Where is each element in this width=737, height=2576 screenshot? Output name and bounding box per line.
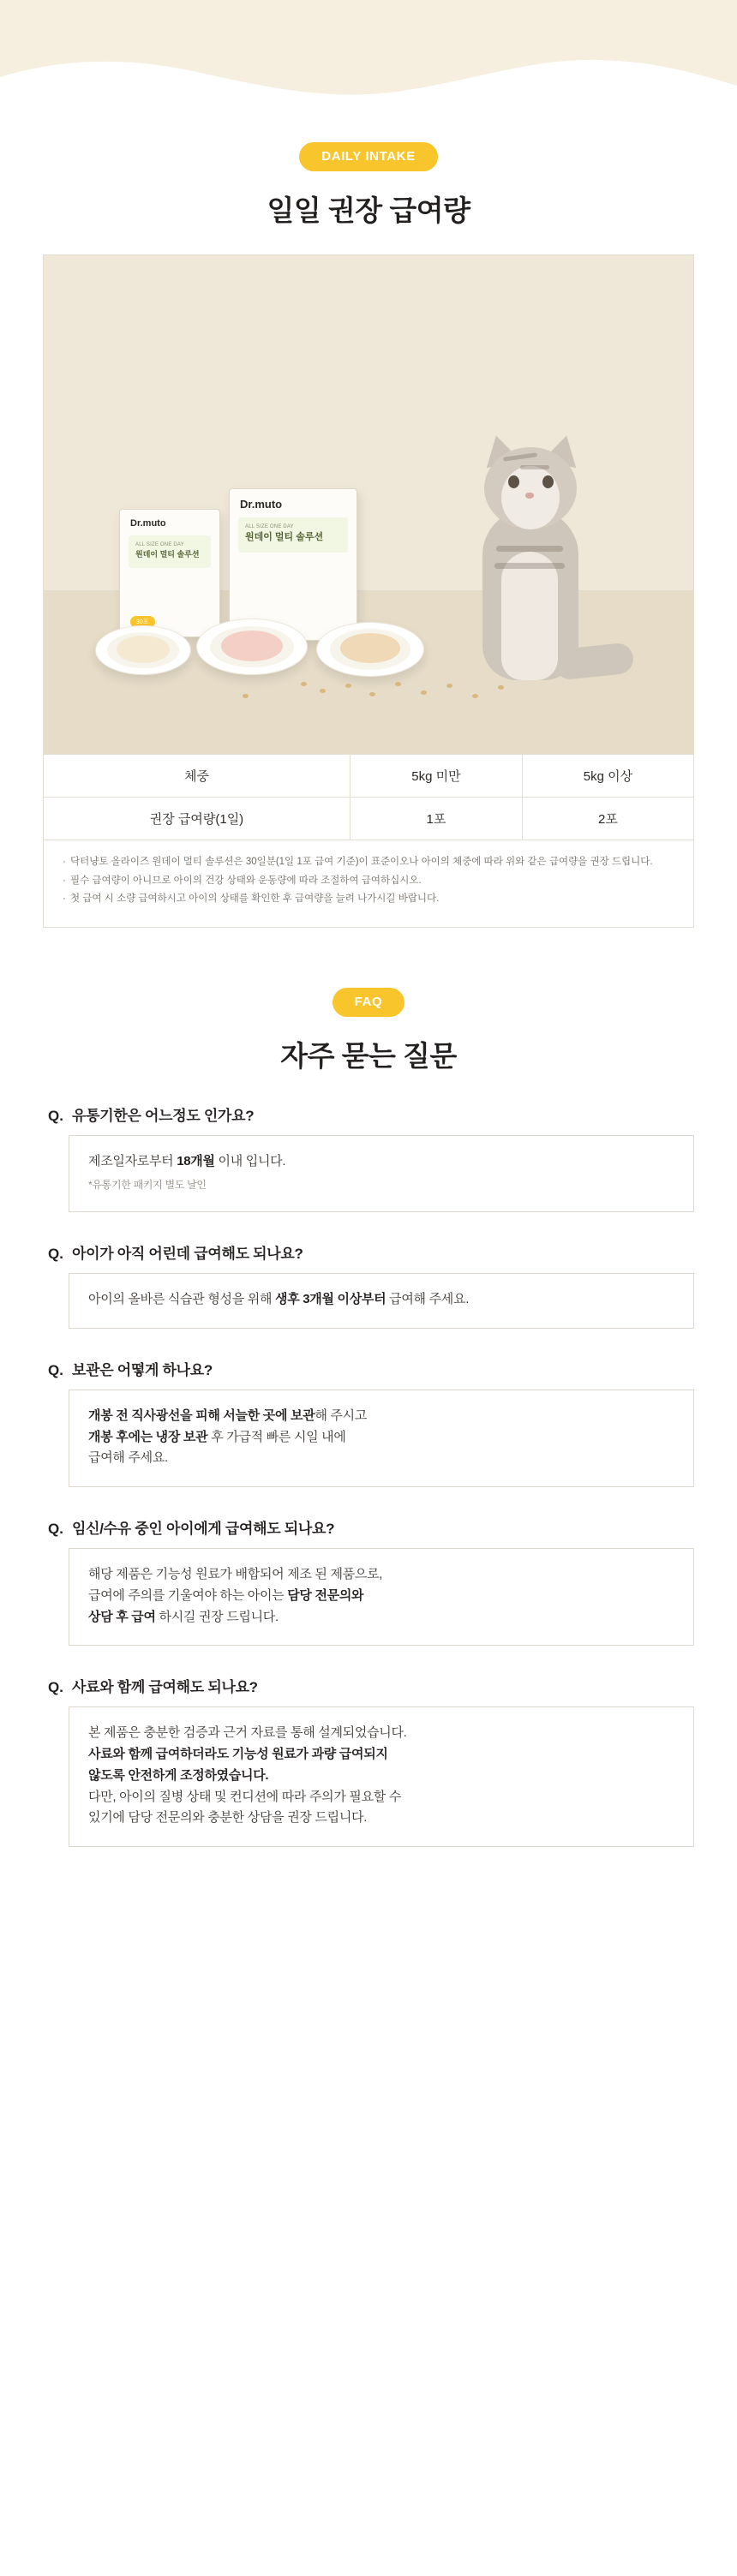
daily-intake-card	[43, 254, 694, 928]
cat-stripe	[520, 465, 549, 469]
bowl-food-2	[221, 631, 283, 661]
faq-question-text: 아이가 아직 어린데 급여해도 되나요?	[71, 1246, 303, 1263]
faq-question-text: 유통기한은 어느정도 인가요?	[71, 1107, 255, 1124]
faq-answer-subtext: *유통기한 패키지 별도 날인	[88, 1179, 207, 1192]
faq-answer	[69, 1706, 694, 1847]
faq-answer-text: 개봉 전 직사광선을 피해 서늘한 곳에 보관해 주시고 개봉 후에는 냉장 보관 후 가급적 빠른 시일 내에 급여해 주세요.	[88, 1408, 368, 1466]
faq-q-prefix: Q.	[48, 1107, 63, 1124]
intake-th-weight: 체중	[44, 755, 350, 798]
cat-eye-left	[508, 475, 519, 488]
kibble-piece	[472, 694, 478, 698]
product-brand-small: Dr.muto	[130, 518, 166, 529]
cat-chest	[501, 552, 558, 680]
faq-answer	[69, 1135, 694, 1213]
food-bowl-wet	[316, 622, 424, 677]
faq-answer	[69, 1273, 694, 1329]
faq-header	[0, 988, 737, 1074]
faq-section	[0, 988, 737, 1848]
faq-q-prefix: Q.	[48, 1361, 63, 1378]
cat-stripe	[494, 563, 565, 569]
intake-note: · 필수 급여량이 아니므로 아이의 건강 상태와 운동량에 따라 조절하여 급여하십시오.	[63, 873, 674, 890]
intake-th-under5: 5kg 미만	[350, 755, 522, 798]
kibble-piece	[421, 690, 427, 695]
faq-answer	[69, 1390, 694, 1487]
kibble-piece	[395, 682, 401, 686]
faq-q-prefix: Q.	[48, 1521, 63, 1538]
intake-th-over5: 5kg 이상	[522, 755, 693, 798]
product-band-large	[238, 517, 348, 553]
faq-answer-text: 해당 제품은 기능성 원료가 배합되어 제조 된 제품으로, 급여에 주의를 기울여야 하는 아이는 담당 전문의와 상담 후 급여 하시길 권장 드립니다.	[88, 1567, 383, 1624]
kibble-piece	[446, 684, 452, 688]
intake-notes	[44, 840, 693, 927]
intake-table-header-row	[44, 755, 693, 798]
faq-q-prefix: Q.	[48, 1679, 63, 1696]
faq-question[interactable]	[43, 1675, 694, 1696]
faq-title: 자주 묻는 질문	[280, 1039, 457, 1072]
intake-table	[44, 754, 693, 840]
faq-answer-text: 제조일자로부터 18개월 이내 입니다.	[88, 1153, 286, 1168]
faq-question[interactable]	[43, 1103, 694, 1125]
bowl-food-1	[117, 636, 170, 662]
faq-question[interactable]	[43, 1516, 694, 1538]
faq-answer-text: 아이의 올바른 식습관 형성을 위해 생후 3개월 이상부터 급여해 주세요.	[88, 1292, 470, 1307]
kibble-piece	[243, 694, 249, 698]
kibble-piece	[320, 689, 326, 693]
faq-item[interactable]	[43, 1358, 694, 1487]
intake-table-row	[44, 798, 693, 840]
product-band-small	[129, 535, 211, 568]
faq-question-text: 보관은 어떻게 하나요?	[71, 1361, 213, 1378]
daily-intake-header	[0, 142, 737, 229]
faq-item[interactable]	[43, 1516, 694, 1646]
faq-answer-text: 본 제품은 충분한 검증과 근거 자료를 통해 설계되었습니다. 사료와 함께 급여하더라도 기능성 원료가 과량 급여되지 않도록 안전하게 조정하였습니다. 다만, 아이의 질병 상태 및 컨디션에 따라 주의가 필요할 수 있기에 담당 전문의와 충분한 상담을 권장 드립니다.	[88, 1725, 407, 1826]
food-bowl-kibble	[95, 625, 191, 675]
product-brand-large: Dr.muto	[240, 498, 283, 511]
product-line-en-small: ALL SIZE ONE DAY	[135, 542, 184, 547]
cat-nose	[525, 493, 534, 499]
daily-intake-badge: DAILY INTAKE	[299, 142, 437, 171]
product-line-en-large: ALL SIZE ONE DAY	[245, 524, 294, 529]
faq-question[interactable]	[43, 1358, 694, 1379]
cat-eye-right	[542, 475, 554, 488]
daily-intake-section	[0, 142, 737, 928]
faq-badge: FAQ	[333, 988, 405, 1017]
faq-item[interactable]	[43, 1675, 694, 1847]
faq-answer	[69, 1548, 694, 1646]
page-content	[0, 142, 737, 1881]
intake-row-label: 권장 급여량(1일)	[44, 798, 350, 840]
cat-stripe	[496, 546, 563, 552]
daily-intake-title: 일일 권장 급여량	[267, 194, 470, 226]
faq-question-text: 임신/수유 중인 아이에게 급여해도 되나요?	[71, 1521, 335, 1538]
faq-q-prefix: Q.	[48, 1246, 63, 1263]
product-box-small	[119, 509, 220, 637]
kibble-piece	[301, 682, 307, 686]
top-decorative-band	[0, 0, 737, 103]
kibble-piece	[369, 692, 375, 696]
kibble-piece	[345, 684, 351, 688]
intake-note: · 첫 급여 시 소량 급여하시고 아이의 상태를 확인한 후 급여량을 늘려 나가시길 바랍니다.	[63, 891, 674, 908]
intake-value-over5: 2포	[522, 798, 693, 840]
food-bowl-chicken	[196, 619, 308, 675]
kibble-piece	[498, 685, 504, 690]
bowl-food-3	[340, 633, 399, 663]
product-photo	[44, 255, 693, 754]
faq-item[interactable]	[43, 1241, 694, 1329]
product-name-small: 원데이 멀티 솔루션	[135, 550, 200, 559]
product-name-large: 원데이 멀티 솔루션	[245, 532, 324, 542]
intake-note: · 닥터냥토 올라이즈 원데이 멀티 솔루션은 30일분(1일 1포 급여 기준)이 표준이오나 아이의 체중에 따라 위와 같은 급여량을 권장 드립니다.	[63, 854, 674, 871]
faq-item[interactable]	[43, 1103, 694, 1213]
product-tag-small: 30포	[130, 616, 155, 628]
faq-question[interactable]	[43, 1241, 694, 1263]
faq-list	[43, 1103, 694, 1848]
wave-divider-icon	[0, 53, 737, 103]
faq-question-text: 사료와 함께 급여해도 되나요?	[71, 1679, 258, 1696]
intake-value-under5: 1포	[350, 798, 522, 840]
cat-illustration	[452, 397, 614, 680]
